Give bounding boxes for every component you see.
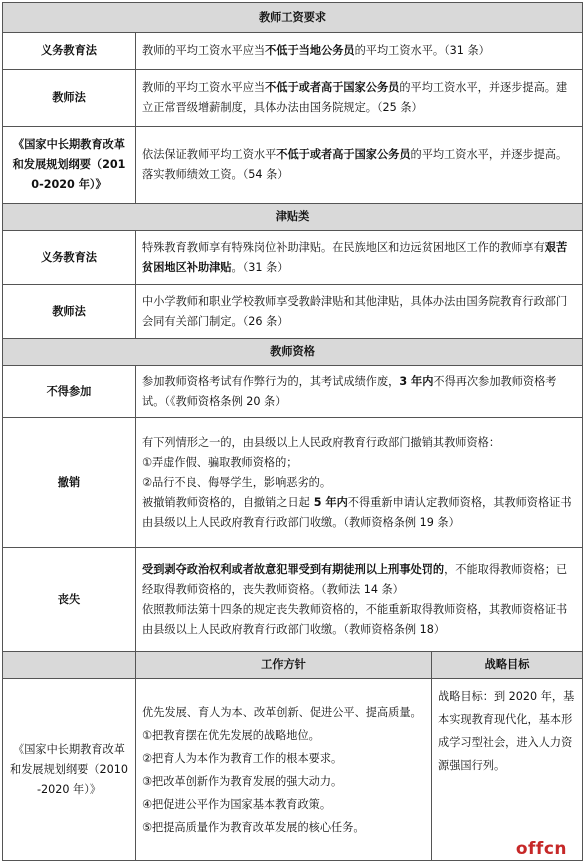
list-item: ①把教育摆在优先发展的战略地位。 — [142, 728, 320, 742]
row-label: 《国家中长期教育改革和发展规划纲要（2010-2020 年）》 — [3, 679, 136, 861]
row-content: 参加教师资格考试有作弊行为的，其考试成绩作废，3 年内不得再次参加教师资格考试。（《教师资格条例 20 条） — [136, 366, 583, 418]
column-header-goal: 战略目标 — [432, 652, 583, 679]
revoke-line: 有下列情形之一的，由县级以上人民政府教育行政部门撤销其教师资格： — [142, 435, 501, 449]
section-header-salary: 教师工资要求 — [3, 3, 583, 33]
table-row — [3, 231, 583, 285]
row-content — [136, 548, 583, 652]
section-header-row — [3, 204, 583, 231]
row-label: 《国家中长期教育改革和发展规划纲要（2010-2020 年）》 — [3, 127, 136, 204]
section-header-row — [3, 652, 583, 679]
table-row — [3, 366, 583, 418]
table-row — [3, 127, 583, 204]
list-item: ③把改革创新作为教育发展的强大动力。 — [142, 774, 343, 788]
row-label: 丧失 — [3, 548, 136, 652]
table-row — [3, 285, 583, 339]
row-content: 教师的平均工资水平应当不低于当地公务员的平均工资水平。（31 条） — [136, 33, 583, 70]
row-content — [136, 418, 583, 548]
table-row — [3, 70, 583, 127]
row-label: 义务教育法 — [3, 231, 136, 285]
policy-table — [2, 2, 583, 861]
lose-line: 受到剥夺政治权利或者故意犯罪受到有期徒刑以上刑事处罚的，不能取得教师资格；已经取得教师资格的，丧失教师资格。（教师法 14 条） — [142, 562, 568, 596]
lose-line: 依照教师法第十四条的规定丧失教师资格的，不能重新取得教师资格，其教师资格证书由县级以上人民政府教育行政部门收缴。（教师资格条例 18） — [142, 602, 568, 636]
section-header-row — [3, 339, 583, 366]
section-header-qualification: 教师资格 — [3, 339, 583, 366]
revoke-line: 被撤销教师资格的，自撤销之日起 5 年内不得重新申请认定教师资格，其教师资格证书由县级以上人民政府教育行政部门收缴。（教师资格条例 19 条） — [142, 495, 572, 529]
row-label: 教师法 — [3, 285, 136, 339]
list-item: ②把育人为本作为教育工作的根本要求。 — [142, 751, 343, 765]
table-row — [3, 548, 583, 652]
list-item: 优先发展、育人为本、改革创新、促进公平、提高质量。 — [142, 705, 422, 719]
offcn-watermark: offcn — [515, 839, 567, 859]
revoke-line: ②品行不良、侮辱学生，影响恶劣的。 — [142, 475, 332, 489]
row-label: 义务教育法 — [3, 33, 136, 70]
goal-text: 战略目标：到 2020 年，基本实现教育现代化，基本形成学习型社会，进入人力资源强国行列。 — [432, 679, 583, 861]
row-content: 特殊教育教师享有特殊岗位补助津贴。在民族地区和边远贫困地区工作的教师享有艰苦贫困地区补助津贴。（31 条） — [136, 231, 583, 285]
row-content: 教师的平均工资水平应当不低于或者高于国家公务员的平均工资水平，并逐步提高。建立正常晋级增薪制度，具体办法由国务院规定。（25 条） — [136, 70, 583, 127]
list-item: ⑤把提高质量作为教育改革发展的核心任务。 — [142, 820, 365, 834]
plan-header-blank — [3, 652, 136, 679]
row-content: 中小学教师和职业学校教师享受教龄津贴和其他津贴，具体办法由国务院教育行政部门会同有关部门制定。（26 条） — [136, 285, 583, 339]
row-label: 撤销 — [3, 418, 136, 548]
table-row — [3, 33, 583, 70]
policy-list — [136, 679, 432, 861]
table-row — [3, 679, 583, 861]
revoke-line: ①弄虚作假、骗取教师资格的； — [142, 455, 298, 469]
list-item: ④把促进公平作为国家基本教育政策。 — [142, 797, 332, 811]
column-header-policy: 工作方针 — [136, 652, 432, 679]
row-label: 教师法 — [3, 70, 136, 127]
section-header-allowance: 津贴类 — [3, 204, 583, 231]
section-header-row — [3, 3, 583, 33]
table-row — [3, 418, 583, 548]
row-label: 不得参加 — [3, 366, 136, 418]
row-content: 依法保证教师平均工资水平不低于或者高于国家公务员的平均工资水平，并逐步提高。落实教师绩效工资。（54 条） — [136, 127, 583, 204]
